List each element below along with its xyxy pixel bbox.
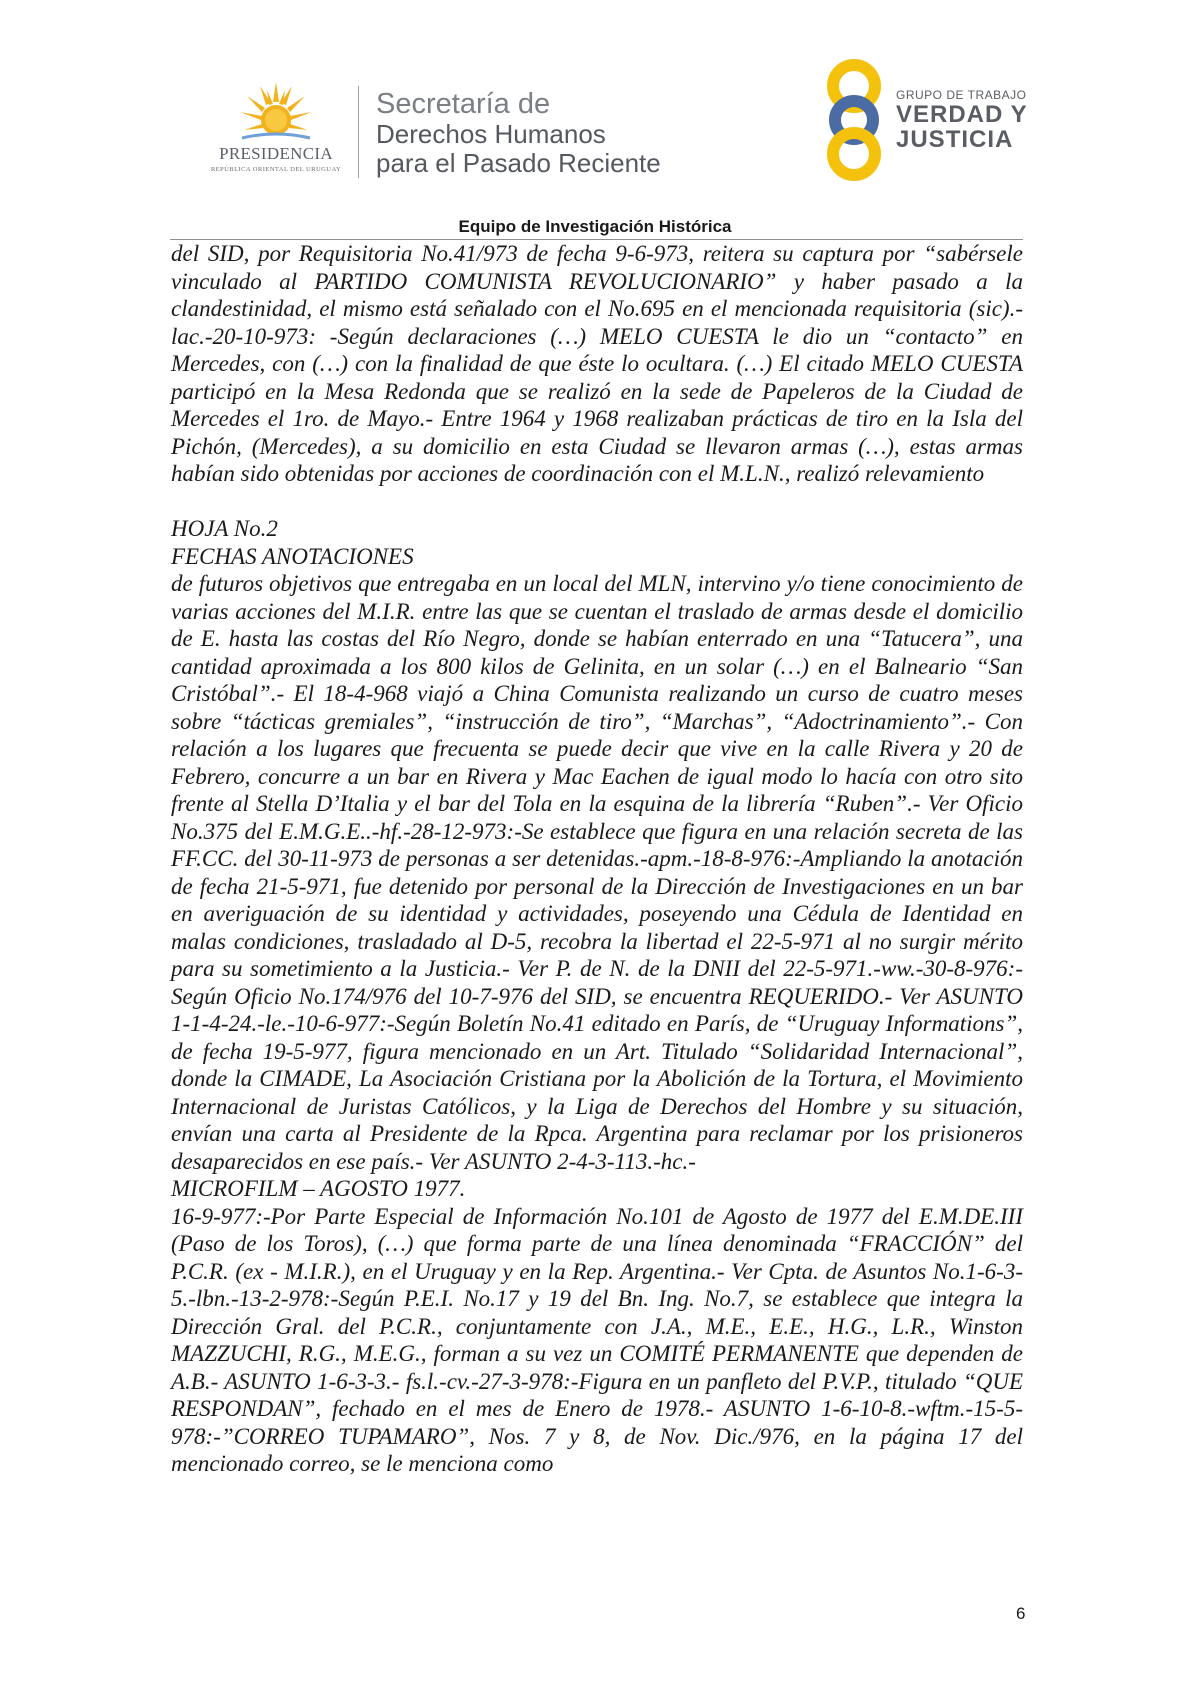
grupo-trabajo-line1: GRUPO DE TRABAJO [896, 88, 1027, 102]
team-title: Equipo de Investigación Histórica [458, 217, 732, 236]
fechas-label: FECHAS ANOTACIONES [171, 543, 414, 569]
secretaria-logo-text [376, 88, 661, 178]
presidencia-subtitle: REPÚBLICA ORIENTAL DEL URUGUAY [210, 166, 342, 173]
paragraph-1: del SID, por Requisitoria No.41/973 de fecha 9-6-973, reitera su captura por “sabérsele vinculado al PARTIDO COMUNISTA REVOLUCIONARIO” y haber pasado a la clandestinidad, el mismo está señalado con el No.695 en el mencionada requisitoria (sic).-lac.-20-10-973: -Según declaraciones (…) MELO CUESTA le dio un “contacto” en Mercedes, con (…) con la finalidad de que éste lo ocultara. (…) El citado MELO CUESTA participó en la Mesa Redonda que se realizó en la sede de Papeleros de la Ciudad de Mercedes el 1ro. de Mayo.- Entre 1964 y 1968 realizaban prácticas de tiro en la Isla del Pichón, (Mercedes), a su domicilio en esta Ciudad se llevaron armas (…), estas armas habían sido obtenidas por acciones de coordinación con el M.L.N., realizó relevamiento [171, 241, 1023, 486]
logo-divider [358, 86, 359, 178]
microfilm-label: MICROFILM – AGOSTO 1977. [171, 1176, 466, 1201]
hoja-label: HOJA No.2 [171, 516, 278, 541]
secretaria-line2: Derechos Humanos [376, 119, 606, 149]
secretaria-line3: para el Pasado Reciente [376, 148, 661, 178]
grupo-trabajo-line3: JUSTICIA [896, 126, 1014, 153]
presidencia-name: PRESIDENCIA [219, 144, 333, 163]
sun-emblem-icon [238, 80, 314, 146]
paragraph-3: 16-9-977:-Por Parte Especial de Información No.101 de Agosto de 1977 del E.M.DE.III (Paso de los Toros), (…) que forma parte de una línea denominada “FRACCIÓN” del P.C.R. (ex - M.I.R.), en el Uruguay y en la Rep. Argentina.- Ver Cpta. de Asuntos No.1-6-3-5.-lbn.-13-2-978:-Según P.E.I. No.17 y 19 del Bn. Ing. No.7, se establece que integra la Dirección Gral. del P.C.R., conjuntamente con J.A., M.E., E.E., H.G., L.R., Winston MAZZUCHI, R.G., M.E.G., forman a su vez un COMITÉ PERMANENTE que dependen de A.B.- ASUNTO 1-6-3-3.- fs.l.-cv.-27-3-978:-Figura en un panfleto del P.V.P., titulado “QUE RESPONDAN”, fechado en el mes de Enero de 1978.- ASUNTO 1-6-10-8.-wftm.-15-5- 978:-”CORREO TUPAMARO”, Nos. 7 y 8, de Nov. Dic./976, en la página 17 del mencionado correo, se le menciona como [171, 1203, 1023, 1476]
grupo-trabajo-line2: VERDAD Y [896, 101, 1028, 128]
paragraph-spacer [171, 488, 1023, 516]
secretaria-line1: Secretaría de [376, 88, 551, 120]
paragraph-2: de futuros objetivos que entregaba en un local del MLN, intervino y/o tiene conocimiento de varias acciones del M.I.R. entre las que se cuentan el traslado de armas desde el domicilio de E. hasta las costas del Río Negro, donde se habían enterrado en una “Tatucera”, una cantidad aproximada a los 800 kilos de Gelinita, en un solar (…) en el Balneario “San Cristóbal”.- El 18-4-968 viajó a China Comunista realizando un curso de cuatro meses sobre “tácticas gremiales”, “instrucción de tiro”, “Marchas”, “Adoctrinamiento”.- Con relación a los lugares que frecuenta se puede decir que vive en la calle Rivera y 20 de Febrero, concurre a un bar en Rivera y Mac Eachen de igual modo lo hacía con otro sito frente al Stella D’Italia y el bar del Tola en la esquina de la librería “Ruben”.- Ver Oficio No.375 del E.M.G.E..-hf.-28-12-973:-Se establece que figura en una relación secreta de las FF.CC. del 30-11-973 de personas a ser detenidas.-apm.-18-8-976:-Ampliando la anotación de fecha 21-5-971, fue detenido por personal de la Dirección de Investigaciones en un bar en averiguación de su identidad y actividades, poseyendo una Cédula de Identidad en malas condiciones, trasladado al D-5, recobra la libertad el 22-5-971 al no surgir mérito para su sometimiento a la Justicia.- Ver P. de N. de la DNII del 22-5-971.-ww.-30-8-976:-Según Oficio No.174/976 del 10-7-976 del SID, se encuentra REQUERIDO.- Ver ASUNTO 1-1-4-24.-le.-10-6-977:-Según Boletín No.41 editado en París, de “Uruguay Informations”, de fecha 19-5-977, figura mencionado en un Art. Titulado “Solidaridad Internacional”, donde la CIMADE, La Asociación Cristiana por la Abolición de la Tortura, el Movimiento Internacional de Juristas Católicos, y la Liga de Derechos del Hombre y su situación, envían una carta al Presidente de la Rpca. Argentina para reclamar por los prisioneros desaparecidos en ese país.- Ver ASUNTO 2-4-3-113.-hc.- [171, 571, 1023, 1174]
grupo-trabajo-logo [818, 58, 1028, 182]
page-number: 6 [1016, 1604, 1026, 1623]
presidencia-logo [196, 80, 356, 180]
linked-rings-icon [818, 58, 894, 182]
document-body [171, 240, 1023, 1478]
